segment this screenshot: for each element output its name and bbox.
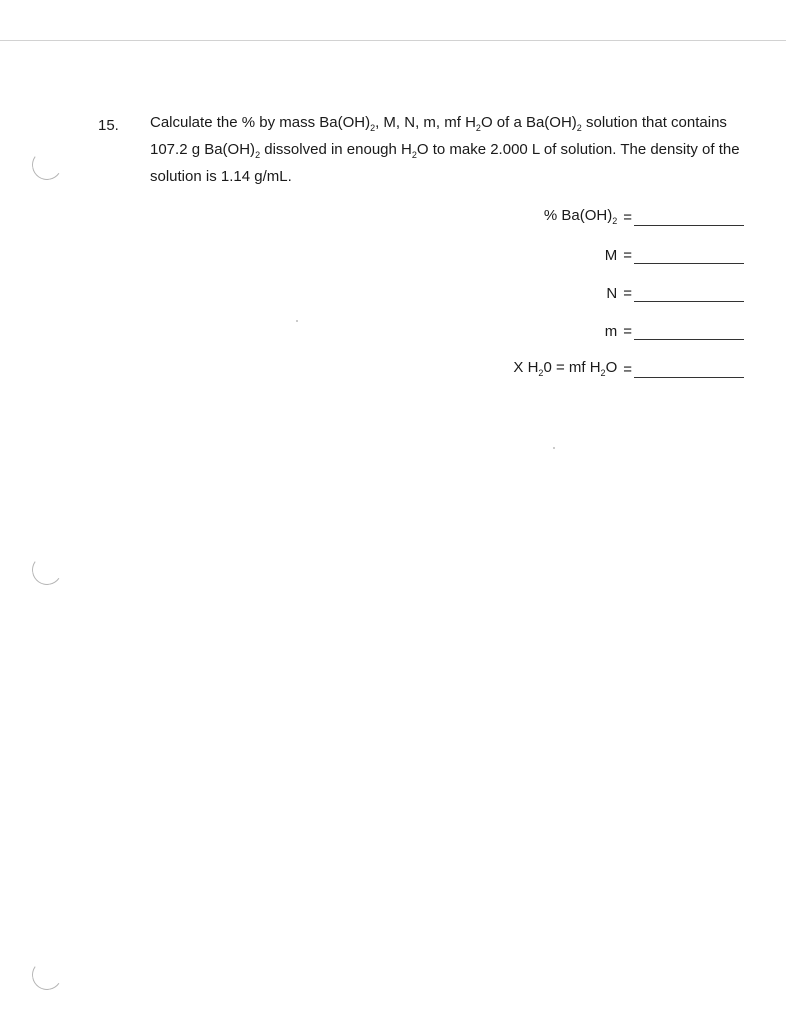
- punch-hole-middle: [30, 553, 65, 588]
- molarity-label: M: [604, 247, 618, 264]
- percent-answer-blank[interactable]: [634, 212, 744, 226]
- paper-speck: [296, 320, 298, 322]
- percent-label: % $Ba(OH)_2$: [543, 207, 618, 226]
- question-line-3: solution is 1.14 g/mL.: [150, 168, 292, 185]
- question-number: 15.: [98, 117, 119, 134]
- normality-answer-blank[interactable]: [634, 288, 744, 302]
- answer-row-normality: [414, 264, 744, 302]
- answer-row-mole-fraction: [414, 340, 744, 378]
- answer-row-percent: [414, 188, 744, 226]
- answer-section: [414, 188, 744, 378]
- equals-sign: =: [623, 285, 632, 302]
- question-line-1: Calculate the % by mass $Ba(OH)_2$, M, N, m, mf $H_2O$ of a $Ba(OH)_2$ solution that contains: [150, 114, 727, 133]
- punch-hole-top: [30, 148, 65, 183]
- molality-label: m: [604, 323, 618, 340]
- equals-sign: =: [623, 323, 632, 340]
- answer-row-molality: [414, 302, 744, 340]
- question-text: [150, 112, 750, 187]
- normality-label: N: [606, 285, 618, 302]
- paper-speck: [553, 447, 555, 449]
- equals-sign: =: [623, 361, 632, 378]
- molality-answer-blank[interactable]: [634, 326, 744, 340]
- molarity-answer-blank[interactable]: [634, 250, 744, 264]
- page-top-edge: [0, 40, 786, 41]
- equals-sign: =: [623, 209, 632, 226]
- answer-row-molarity: [414, 226, 744, 264]
- punch-hole-bottom: [30, 958, 65, 993]
- equals-sign: =: [623, 247, 632, 264]
- question-line-2: 107.2 g $Ba(OH)_2$ dissolved in enough $H_2O$ to make 2.000 L of solution. The density of the: [150, 141, 740, 160]
- mole-fraction-label: X $H_20$ = mf $H_2O$: [513, 359, 618, 378]
- mole-fraction-answer-blank[interactable]: [634, 364, 744, 378]
